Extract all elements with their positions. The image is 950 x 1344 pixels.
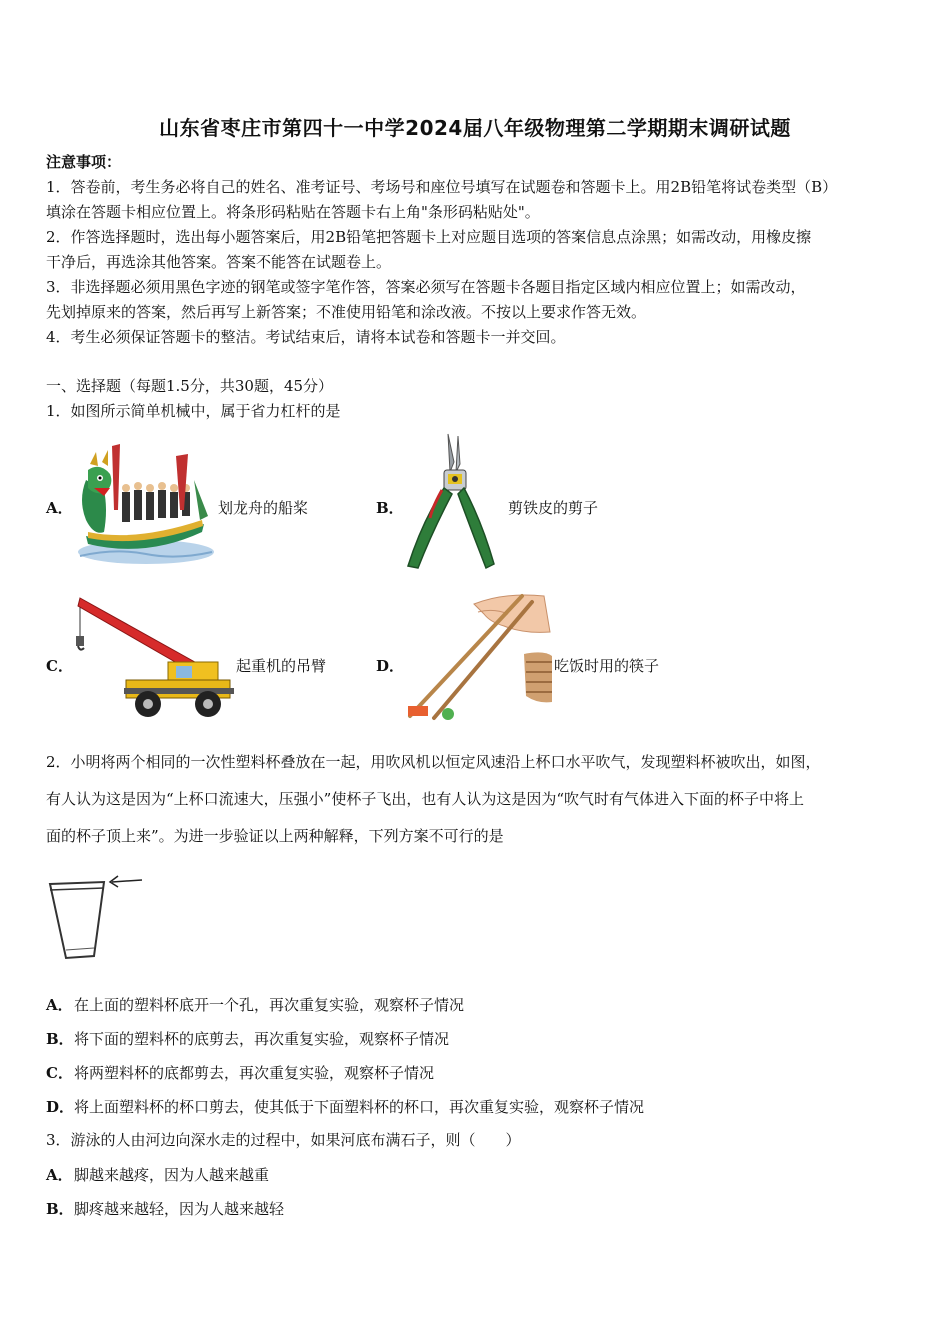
chopsticks-image [404,592,552,722]
q2-option-b-text: 将下面的塑料杯的底剪去，再次重复实验，观察杯子情况 [74,1030,450,1048]
notice-line: 填涂在答题卡相应位置上。将条形码粘贴在答题卡右上角"条形码粘贴处"。 [46,203,540,221]
notice-line: 先划掉原来的答案，然后再写上新答案；不准使用铅笔和涂改液。不按以上要求作答无效。 [46,303,647,321]
notice-line: 干净后，再选涂其他答案。答案不能答在试题卷上。 [46,253,392,271]
tin-snips-image [402,432,506,572]
q3-option-a-text: 脚越来越疼，因为人越来越重 [74,1166,270,1184]
section-heading: 一、选择题（每题1.5分，共30题，45分） [46,377,334,395]
q1-option-a-text: 划龙舟的船桨 [218,499,309,517]
question-3-stem: 3．游泳的人由河边向深水走的过程中，如果河底布满石子，则（ ） [46,1131,521,1149]
notice-line: 2．作答选择题时，选出每小题答案后，用2B铅笔把答题卡上对应题目选项的答案信息点涂黑；如需改动，用橡皮擦 [46,228,812,246]
q2-option-a-label: A． [46,996,73,1014]
q1-option-c-text: 起重机的吊臂 [236,657,327,675]
crane-image [72,592,236,722]
q1-option-c-label: C． [46,657,73,675]
q2-option-d-label: D． [46,1098,75,1116]
q1-option-d-label: D． [376,657,405,675]
q1-option-d-text: 吃饭时用的筷子 [554,657,660,675]
q2-option-c-text: 将两塑料杯的底都剪去，再次重复实验，观察杯子情况 [74,1064,435,1082]
q2-option-c-label: C． [46,1064,73,1082]
question-2-stem-line: 有人认为这是因为“上杯口流速大，压强小”使杯子飞出，也有人认为这是因为“吹气时有气体进入下面的杯子中将上 [46,790,805,808]
q2-option-b-label: B． [46,1030,74,1048]
notice-line: 3．非选择题必须用黑色字迹的钢笔或签字笔作答，答案必须写在答题卡各题目指定区域内相应位置上；如需改动， [46,278,806,296]
dragon-boat-image [76,440,216,568]
q1-option-a-label: A． [46,499,73,517]
q2-option-d-text: 将上面塑料杯的杯口剪去，使其低于下面塑料杯的杯口，再次重复实验，观察杯子情况 [74,1098,645,1116]
question-1-stem: 1．如图所示简单机械中，属于省力杠杆的是 [46,402,341,420]
q2-option-a-text: 在上面的塑料杯底开一个孔，再次重复实验，观察杯子情况 [74,996,465,1014]
q1-option-b-text: 剪铁皮的剪子 [508,499,599,517]
q3-option-b-text: 脚疼越来越轻，因为人越来越轻 [74,1200,285,1218]
page-title: 山东省枣庄市第四十一中学2024届八年级物理第二学期期末调研试题 [159,116,791,140]
question-2-stem-line: 2．小明将两个相同的一次性塑料杯叠放在一起，用吹风机以恒定风速沿上杯口水平吹气，发现塑料杯被吹出，如图， [46,753,821,771]
notice-line: 4．考生必须保证答题卡的整洁。考试结束后，请将本试卷和答题卡一并交回。 [46,328,566,346]
notice-heading: 注意事项： [46,153,122,171]
q3-option-a-label: A． [46,1166,73,1184]
stacked-cups-diagram [44,870,148,962]
notice-line: 1．答卷前，考生务必将自己的姓名、准考证号、考场号和座位号填写在试题卷和答题卡上。用2B铅笔将试卷类型（B） [46,178,838,196]
question-2-stem-line: 面的杯子顶上来”。为进一步验证以上两种解释，下列方案不可行的是 [46,827,504,845]
q3-option-b-label: B． [46,1200,74,1218]
q1-option-b-label: B． [376,499,404,517]
